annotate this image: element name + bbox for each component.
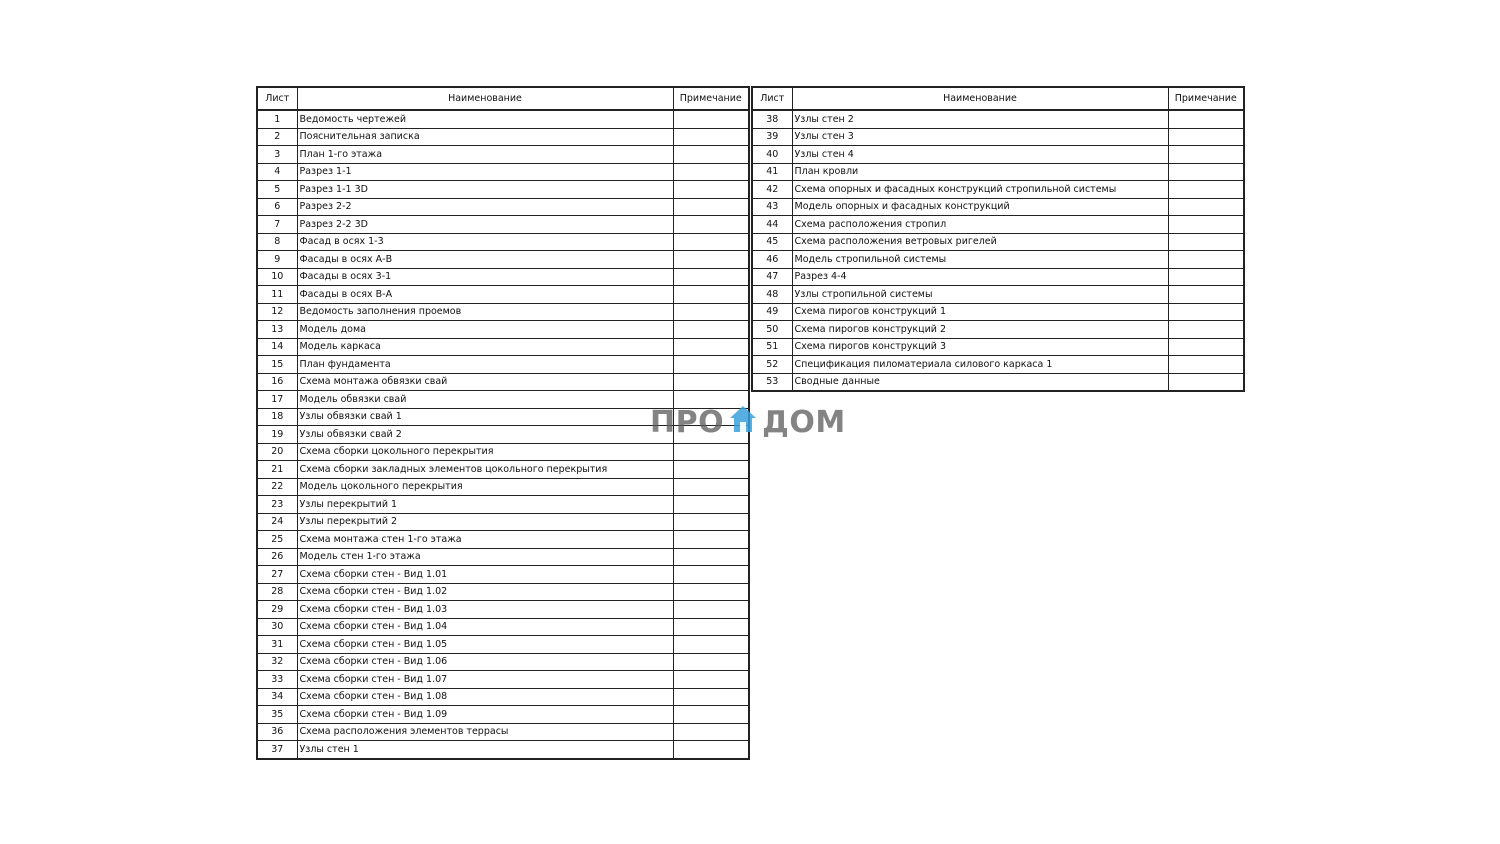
- watermark-logo: [650, 402, 850, 442]
- cell-sheet-number: 32: [257, 653, 297, 671]
- cell-sheet-name: Ведомость заполнения проемов: [297, 303, 673, 321]
- cell-note: [673, 198, 749, 216]
- cell-sheet-number: 43: [752, 198, 792, 216]
- table-row: [257, 286, 749, 304]
- cell-sheet-name: Схема сборки стен - Вид 1.05: [297, 636, 673, 654]
- cell-sheet-name: Узлы перекрытий 2: [297, 513, 673, 531]
- table-row: [257, 461, 749, 479]
- cell-note: [1168, 268, 1244, 286]
- table-row: [752, 110, 1244, 128]
- cell-note: [673, 583, 749, 601]
- cell-sheet-name: Фасад в осях 1-3: [297, 233, 673, 251]
- cell-sheet-name: Схема сборки стен - Вид 1.04: [297, 618, 673, 636]
- cell-sheet-name: Разрез 2-2 3D: [297, 216, 673, 234]
- table-row: [752, 321, 1244, 339]
- watermark-left-text: ПРО: [650, 404, 725, 440]
- cell-sheet-name: Схема пирогов конструкций 1: [792, 303, 1168, 321]
- cell-sheet-name: Сводные данные: [792, 373, 1168, 391]
- cell-note: [673, 128, 749, 146]
- table-row: [257, 146, 749, 164]
- cell-note: [673, 268, 749, 286]
- cell-sheet-name: Узлы обвязки свай 2: [297, 426, 673, 444]
- table-row: [257, 601, 749, 619]
- cell-sheet-name: Узлы стен 1: [297, 741, 673, 759]
- table-row: [257, 548, 749, 566]
- cell-sheet-name: Схема расположения элементов террасы: [297, 723, 673, 741]
- cell-sheet-number: 3: [257, 146, 297, 164]
- cell-sheet-name: Модель обвязки свай: [297, 391, 673, 409]
- header-name: Наименование: [297, 87, 673, 110]
- cell-sheet-name: План фундамента: [297, 356, 673, 374]
- table-row: [752, 268, 1244, 286]
- cell-note: [673, 286, 749, 304]
- cell-note: [673, 163, 749, 181]
- table-row: [752, 303, 1244, 321]
- cell-sheet-number: 26: [257, 548, 297, 566]
- cell-sheet-name: Схема сборки стен - Вид 1.09: [297, 706, 673, 724]
- cell-sheet-name: Схема сборки стен - Вид 1.01: [297, 566, 673, 584]
- cell-sheet-name: Схема расположения стропил: [792, 216, 1168, 234]
- cell-sheet-name: Схема сборки стен - Вид 1.02: [297, 583, 673, 601]
- table-row: [257, 653, 749, 671]
- cell-sheet-name: Схема сборки цокольного перекрытия: [297, 443, 673, 461]
- cell-note: [1168, 128, 1244, 146]
- table-row: [257, 373, 749, 391]
- cell-sheet-name: Узлы перекрытий 1: [297, 496, 673, 514]
- table-row: [257, 110, 749, 128]
- table-row: [257, 251, 749, 269]
- cell-note: [1168, 163, 1244, 181]
- table-header-row: [257, 87, 749, 110]
- cell-note: [673, 321, 749, 339]
- table-row: [752, 233, 1244, 251]
- cell-sheet-number: 52: [752, 356, 792, 374]
- cell-sheet-name: Схема пирогов конструкций 2: [792, 321, 1168, 339]
- cell-sheet-number: 34: [257, 688, 297, 706]
- watermark-right-text: ДОМ: [762, 404, 846, 440]
- cell-sheet-number: 27: [257, 566, 297, 584]
- cell-note: [673, 303, 749, 321]
- cell-note: [673, 706, 749, 724]
- cell-sheet-name: Разрез 4-4: [792, 268, 1168, 286]
- cell-sheet-number: 25: [257, 531, 297, 549]
- table-row: [257, 496, 749, 514]
- cell-sheet-number: 44: [752, 216, 792, 234]
- cell-note: [673, 636, 749, 654]
- cell-sheet-number: 13: [257, 321, 297, 339]
- table-row: [257, 478, 749, 496]
- cell-note: [673, 251, 749, 269]
- table-row: [257, 321, 749, 339]
- cell-note: [673, 356, 749, 374]
- cell-note: [673, 146, 749, 164]
- table-row: [257, 531, 749, 549]
- cell-sheet-number: 20: [257, 443, 297, 461]
- cell-sheet-number: 42: [752, 181, 792, 199]
- cell-note: [673, 496, 749, 514]
- cell-sheet-name: Схема сборки стен - Вид 1.06: [297, 653, 673, 671]
- header-name: Наименование: [792, 87, 1168, 110]
- cell-sheet-name: Модель цокольного перекрытия: [297, 478, 673, 496]
- cell-sheet-name: Модель опорных и фасадных конструкций: [792, 198, 1168, 216]
- table-row: [752, 356, 1244, 374]
- house-icon: [728, 404, 758, 440]
- table-row: [752, 181, 1244, 199]
- table-row: [752, 338, 1244, 356]
- cell-sheet-name: Схема расположения ветровых ригелей: [792, 233, 1168, 251]
- table-row: [257, 198, 749, 216]
- cell-note: [673, 513, 749, 531]
- cell-sheet-number: 29: [257, 601, 297, 619]
- cell-sheet-name: Узлы стен 4: [792, 146, 1168, 164]
- cell-sheet-name: Узлы обвязки свай 1: [297, 408, 673, 426]
- table-row: [752, 216, 1244, 234]
- cell-note: [673, 373, 749, 391]
- cell-note: [673, 601, 749, 619]
- cell-sheet-number: 35: [257, 706, 297, 724]
- cell-note: [1168, 251, 1244, 269]
- cell-sheet-number: 10: [257, 268, 297, 286]
- cell-sheet-number: 14: [257, 338, 297, 356]
- cell-sheet-number: 2: [257, 128, 297, 146]
- cell-sheet-number: 9: [257, 251, 297, 269]
- table-row: [257, 723, 749, 741]
- cell-sheet-name: Разрез 1-1 3D: [297, 181, 673, 199]
- cell-note: [673, 478, 749, 496]
- header-note: Примечание: [673, 87, 749, 110]
- cell-sheet-number: 8: [257, 233, 297, 251]
- cell-sheet-name: Разрез 2-2: [297, 198, 673, 216]
- cell-sheet-number: 11: [257, 286, 297, 304]
- cell-sheet-name: Пояснительная записка: [297, 128, 673, 146]
- cell-sheet-name: Схема монтажа стен 1-го этажа: [297, 531, 673, 549]
- table-row: [257, 356, 749, 374]
- cell-sheet-name: Схема опорных и фасадных конструкций стропильной системы: [792, 181, 1168, 199]
- table-row: [752, 146, 1244, 164]
- cell-note: [1168, 286, 1244, 304]
- cell-sheet-number: 49: [752, 303, 792, 321]
- cell-sheet-name: План 1-го этажа: [297, 146, 673, 164]
- cell-sheet-name: Модель дома: [297, 321, 673, 339]
- cell-note: [673, 548, 749, 566]
- cell-sheet-name: Фасады в осях 3-1: [297, 268, 673, 286]
- cell-note: [673, 110, 749, 128]
- cell-note: [673, 566, 749, 584]
- table-row: [257, 583, 749, 601]
- cell-sheet-name: Спецификация пиломатериала силового каркаса 1: [792, 356, 1168, 374]
- cell-sheet-number: 50: [752, 321, 792, 339]
- cell-sheet-number: 47: [752, 268, 792, 286]
- cell-sheet-number: 24: [257, 513, 297, 531]
- cell-sheet-number: 23: [257, 496, 297, 514]
- cell-sheet-number: 6: [257, 198, 297, 216]
- cell-sheet-name: Схема сборки закладных элементов цокольного перекрытия: [297, 461, 673, 479]
- cell-sheet-number: 53: [752, 373, 792, 391]
- cell-note: [673, 723, 749, 741]
- table-row: [257, 303, 749, 321]
- cell-sheet-number: 5: [257, 181, 297, 199]
- table-row: [257, 688, 749, 706]
- cell-note: [673, 443, 749, 461]
- table-row: [752, 163, 1244, 181]
- cell-sheet-name: Схема сборки стен - Вид 1.03: [297, 601, 673, 619]
- cell-sheet-number: 38: [752, 110, 792, 128]
- cell-sheet-name: Схема сборки стен - Вид 1.08: [297, 688, 673, 706]
- cell-sheet-number: 31: [257, 636, 297, 654]
- cell-sheet-number: 46: [752, 251, 792, 269]
- cell-sheet-number: 48: [752, 286, 792, 304]
- cell-sheet-name: Фасады в осях А-В: [297, 251, 673, 269]
- table-row: [257, 338, 749, 356]
- cell-note: [673, 653, 749, 671]
- cell-sheet-number: 36: [257, 723, 297, 741]
- cell-sheet-name: Схема монтажа обвязки свай: [297, 373, 673, 391]
- header-note: Примечание: [1168, 87, 1244, 110]
- cell-note: [673, 531, 749, 549]
- cell-sheet-name: Разрез 1-1: [297, 163, 673, 181]
- table-row: [257, 181, 749, 199]
- cell-note: [673, 233, 749, 251]
- cell-sheet-number: 17: [257, 391, 297, 409]
- table-row: [257, 216, 749, 234]
- table-row: [257, 443, 749, 461]
- cell-sheet-number: 40: [752, 146, 792, 164]
- cell-note: [1168, 338, 1244, 356]
- cell-sheet-number: 4: [257, 163, 297, 181]
- cell-sheet-number: 15: [257, 356, 297, 374]
- table-row: [752, 198, 1244, 216]
- cell-sheet-number: 21: [257, 461, 297, 479]
- cell-sheet-name: Узлы стен 2: [792, 110, 1168, 128]
- cell-note: [1168, 216, 1244, 234]
- cell-sheet-number: 22: [257, 478, 297, 496]
- cell-sheet-name: Схема пирогов конструкций 3: [792, 338, 1168, 356]
- table-row: [752, 373, 1244, 391]
- table-row: [257, 163, 749, 181]
- table-row: [257, 671, 749, 689]
- cell-sheet-number: 18: [257, 408, 297, 426]
- cell-sheet-name: Фасады в осях В-А: [297, 286, 673, 304]
- cell-sheet-name: План кровли: [792, 163, 1168, 181]
- cell-note: [673, 688, 749, 706]
- cell-sheet-name: Ведомость чертежей: [297, 110, 673, 128]
- cell-sheet-number: 12: [257, 303, 297, 321]
- cell-note: [673, 618, 749, 636]
- cell-sheet-number: 28: [257, 583, 297, 601]
- table-row: [257, 706, 749, 724]
- header-sheet: Лист: [257, 87, 297, 110]
- table-row: [257, 566, 749, 584]
- cell-note: [673, 216, 749, 234]
- cell-note: [1168, 146, 1244, 164]
- table-row: [257, 128, 749, 146]
- cell-note: [673, 338, 749, 356]
- cell-sheet-name: Узлы стен 3: [792, 128, 1168, 146]
- cell-note: [1168, 356, 1244, 374]
- cell-sheet-number: 51: [752, 338, 792, 356]
- cell-note: [673, 461, 749, 479]
- cell-sheet-name: Модель стропильной системы: [792, 251, 1168, 269]
- cell-sheet-name: Схема сборки стен - Вид 1.07: [297, 671, 673, 689]
- table-row: [257, 268, 749, 286]
- cell-note: [1168, 303, 1244, 321]
- cell-sheet-number: 7: [257, 216, 297, 234]
- table-row: [257, 233, 749, 251]
- table-row: [752, 251, 1244, 269]
- cell-sheet-number: 41: [752, 163, 792, 181]
- table-row: [752, 128, 1244, 146]
- cell-sheet-number: 33: [257, 671, 297, 689]
- cell-note: [1168, 198, 1244, 216]
- cell-note: [1168, 233, 1244, 251]
- table-row: [257, 618, 749, 636]
- cell-note: [1168, 321, 1244, 339]
- header-sheet: Лист: [752, 87, 792, 110]
- cell-sheet-name: Узлы стропильной системы: [792, 286, 1168, 304]
- table-row: [752, 286, 1244, 304]
- cell-note: [673, 181, 749, 199]
- table-row: [257, 741, 749, 759]
- cell-sheet-number: 19: [257, 426, 297, 444]
- cell-sheet-number: 39: [752, 128, 792, 146]
- cell-note: [1168, 373, 1244, 391]
- cell-sheet-number: 1: [257, 110, 297, 128]
- cell-sheet-number: 45: [752, 233, 792, 251]
- cell-sheet-number: 37: [257, 741, 297, 759]
- cell-sheet-number: 30: [257, 618, 297, 636]
- cell-sheet-number: 16: [257, 373, 297, 391]
- table-body: [752, 110, 1244, 391]
- cell-note: [1168, 110, 1244, 128]
- drawing-list-table-right: [751, 86, 1245, 392]
- cell-sheet-name: Модель стен 1-го этажа: [297, 548, 673, 566]
- table-header-row: [752, 87, 1244, 110]
- cell-note: [673, 741, 749, 759]
- table-row: [257, 513, 749, 531]
- cell-note: [673, 671, 749, 689]
- table-row: [257, 636, 749, 654]
- cell-note: [1168, 181, 1244, 199]
- cell-sheet-name: Модель каркаса: [297, 338, 673, 356]
